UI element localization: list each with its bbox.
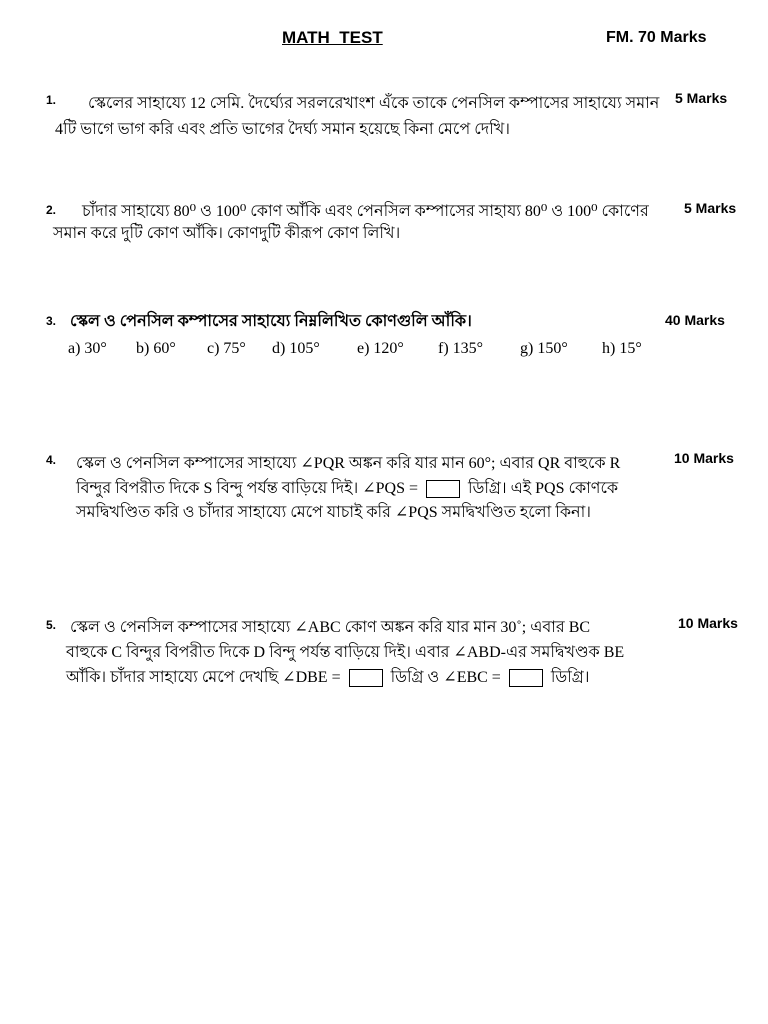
test-title: MATH TEST bbox=[282, 28, 383, 47]
question-1-number: 1. bbox=[46, 93, 57, 107]
question-5-line-1: স্কেল ও পেনসিল কম্পাসের সাহায্যে ∠ABC কোণ অঙ্কন করি যার মান 30˚; এবার BC bbox=[70, 619, 591, 636]
angle-option-b: b) 60° bbox=[136, 340, 176, 357]
question-5-marks: 10 Marks bbox=[678, 615, 738, 631]
question-4-line-3: সমদ্বিখণ্ডিত করি ও চাঁদার সাহায্যে মেপে যাচাই করি ∠PQS সমদ্বিখণ্ডিত হলো কিনা। bbox=[76, 504, 591, 521]
angle-option-a: a) 30° bbox=[68, 340, 107, 357]
question-5-line-2: বাহুকে C বিন্দুর বিপরীত দিকে D বিন্দু পর্যন্ত বাড়িয়ে দিই। এবার ∠ABD-এর সমদ্বিখণ্ডক BE bbox=[66, 644, 625, 661]
question-4-number: 4. bbox=[46, 453, 57, 467]
question-2-number: 2. bbox=[46, 203, 57, 217]
question-1-line-2: 4টি ভাগে ভাগ করি এবং প্রতি ভাগের দৈর্ঘ্য সমান হয়েছে কিনা মেপে দেখি। bbox=[55, 121, 510, 138]
angle-option-f: f) 135° bbox=[438, 340, 484, 357]
question-4-line-2-tail: ডিগ্রি। এই PQS কোণকে bbox=[468, 480, 619, 497]
question-4-line-1: স্কেল ও পেনসিল কম্পাসের সাহায্যে ∠PQR অঙ্কন করি যার মান 60°; এবার QR বাহুকে R bbox=[76, 455, 621, 472]
full-marks: FM. 70 Marks bbox=[606, 29, 707, 46]
question-5-line-3-mid: ডিগ্রি ও ∠EBC = bbox=[390, 669, 501, 686]
question-4-marks: 10 Marks bbox=[674, 450, 734, 466]
answer-box-pqs[interactable] bbox=[426, 480, 460, 498]
angle-option-h: h) 15° bbox=[602, 340, 642, 357]
angle-option-d: d) 105° bbox=[272, 340, 320, 357]
angle-option-g: g) 150° bbox=[520, 340, 568, 357]
question-2-line-2: সমান করে দুটি কোণ আঁকি। কোণদুটি কীরূপ কোণ লিখি। bbox=[53, 225, 401, 242]
angle-option-e: e) 120° bbox=[357, 340, 404, 357]
angle-option-c: c) 75° bbox=[207, 340, 246, 357]
question-2-marks: 5 Marks bbox=[684, 200, 737, 216]
question-4-line-2-text: বিন্দুর বিপরীত দিকে S বিন্দু পর্যন্ত বাড়িয়ে দিই। ∠PQS = bbox=[76, 480, 418, 497]
answer-box-dbe[interactable] bbox=[349, 669, 383, 687]
question-5-number: 5. bbox=[46, 618, 57, 632]
question-4-line-2 bbox=[76, 475, 618, 502]
question-5-line-3 bbox=[66, 664, 589, 691]
question-3-marks: 40 Marks bbox=[665, 312, 725, 328]
question-3-line-1: স্কেল ও পেনসিল কম্পাসের সাহায্যে নিম্নলিখিত কোণগুলি আঁকি। bbox=[70, 313, 472, 330]
angle-options bbox=[68, 340, 642, 358]
question-1-line-1: স্কেলের সাহায্যে 12 সেমি. দৈর্ঘ্যের সরলরেখাংশ এঁকে তাকে পেনসিল কম্পাসের সাহায্যে সমান bbox=[88, 95, 660, 112]
question-2-line-1: চাঁদার সাহায্যে 80⁰ ও 100⁰ কোণ আঁকি এবং পেনসিল কম্পাসের সাহায্য 80⁰ ও 100⁰ কোণের bbox=[82, 203, 649, 220]
question-1-marks: 5 Marks bbox=[675, 90, 728, 106]
question-5-line-3-text: আঁকি। চাঁদার সাহায্যে মেপে দেখছি ∠DBE = bbox=[66, 669, 341, 686]
question-5-line-3-tail: ডিগ্রি। bbox=[550, 669, 590, 686]
question-3-number: 3. bbox=[46, 314, 57, 328]
answer-box-ebc[interactable] bbox=[509, 669, 543, 687]
